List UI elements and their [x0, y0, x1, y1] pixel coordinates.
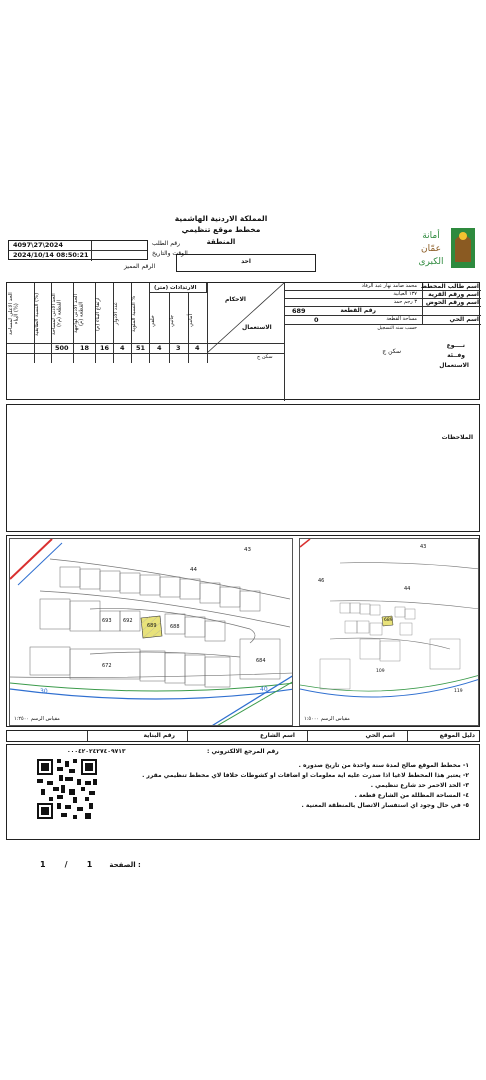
basin-label: اسم ورقم الحوض: [425, 298, 479, 306]
left-map-label-688: 688: [170, 624, 180, 630]
requester-value: محمد صامد نهار عبد الرفاد: [361, 282, 417, 289]
usage-type-label-3: الاستعمال: [439, 362, 469, 369]
village-label: اسم ورقم القرية: [428, 290, 479, 298]
provisions-label: الاحكام: [225, 296, 246, 303]
header-block: [6, 210, 480, 280]
left-map-label-692: 692: [123, 618, 133, 624]
right-map-label-689: 689: [384, 618, 393, 623]
right-map-label-46: 46: [318, 578, 325, 584]
footer-strip: [6, 730, 480, 742]
map-small-scale: [299, 538, 479, 726]
left-map-label-44: 44: [190, 567, 197, 573]
region-value-box: [176, 254, 316, 272]
right-map-scale: مقياس الرسم ١:٥٠٠٠: [304, 716, 350, 722]
area-note: حسب سند التسجيل: [377, 326, 417, 331]
regulations-grid: [7, 283, 284, 371]
map-large-scale-drawing: [10, 539, 293, 726]
value-front: 4: [195, 344, 200, 352]
page-label: الصفحة :: [109, 861, 141, 869]
request-no-value: 4097\27\2024: [13, 241, 63, 249]
map-large-scale: [9, 538, 293, 726]
district-label: اسم الحي: [449, 315, 479, 323]
notes-label: الملاحظات: [441, 434, 473, 441]
map-small-scale-drawing: [300, 539, 479, 726]
region-label: المنطقة: [206, 238, 236, 246]
parcel-value: 689: [292, 306, 306, 315]
right-map-label-43: 43: [420, 544, 427, 550]
value-height: 16: [100, 344, 110, 352]
front-label: أمامي: [188, 314, 194, 328]
back-label: خلفي: [150, 315, 156, 327]
height-label: ارتفاع البناء (م): [95, 297, 101, 331]
amman-logo: [411, 218, 477, 274]
footer-note-2: ٢- يعتبر هذا المخطط لاغيا اذا صدرت عليه اية معلومات او اضافات او كشوطات خلافا لاي مخطط تنظيمي مقرر .: [142, 772, 469, 779]
usage-type-label-2: وفــئة: [447, 352, 465, 359]
left-map-label-689: 689: [147, 623, 157, 629]
left-map-label-684: 684: [256, 658, 266, 664]
footer-note-3: ٣- الحد الاحمر حد شارع تنظيمي .: [370, 782, 469, 789]
value-back: 4: [157, 344, 162, 352]
right-map-label-109: 119: [454, 689, 463, 694]
page-indicator: [40, 852, 160, 869]
value-coverage: 51: [136, 344, 146, 352]
value-use: سكن ج: [257, 354, 273, 360]
min-area-label: الحد الادنى لمساحة القطعة (م٢): [51, 293, 63, 335]
left-map-label-43: 43: [244, 547, 251, 553]
owner-section: [284, 283, 481, 401]
svg-text:أمانة: أمانة: [422, 231, 440, 241]
page-total: 1: [40, 860, 46, 869]
right-map-label-917: 109: [376, 669, 385, 674]
request-info-box: [8, 240, 148, 260]
footer-note-1: ١- مخطط الموقع صالح لمدة سنة واحدة من تاريخ صدوره .: [298, 762, 469, 769]
qr-code[interactable]: [37, 759, 97, 819]
floor-ratio-label: النسبة الطابقية (%): [34, 292, 40, 336]
usage-type-value: سكن ج: [382, 348, 401, 355]
guide-label: دليل الموقع: [439, 731, 475, 739]
left-map-scale: مقياس الرسم ١:٢٥٠٠: [14, 716, 60, 722]
amman-logo-icon: [411, 218, 477, 274]
village-value: ١٣٧ العيانية: [393, 290, 417, 297]
qr-code-icon: [37, 759, 97, 819]
footer-note-5: ٥- في حال وجود اي استفسار الاتصال بالمنطقة المعنية .: [301, 802, 469, 809]
min-frontage-label: الحد الادنى لواجهة القطعة (م): [73, 294, 85, 334]
coverage-label: النسبة المئوية %: [131, 295, 137, 333]
maps-frame: [6, 535, 480, 727]
datetime-label: الوقت والتاريخ: [152, 250, 188, 257]
footer-building-label: رقم البناية: [143, 731, 175, 739]
value-min-area: 500: [55, 344, 69, 352]
page-separator: /: [64, 860, 68, 869]
value-side: 3: [176, 344, 181, 352]
setbacks-label: الارتدادات (متر): [154, 284, 197, 291]
serial-label: الرقم المميز: [124, 263, 156, 270]
left-map-label-40: 40: [260, 686, 268, 693]
value-floors: 4: [120, 344, 125, 352]
left-map-label-693: 693: [102, 618, 112, 624]
right-map-label-44: 44: [404, 586, 411, 592]
svg-text:الكبرى: الكبرى: [418, 257, 444, 267]
floors-label: عدد الادوار: [113, 302, 119, 326]
left-map-label-30: 30: [40, 688, 48, 695]
footer-district-label: اسم الحي: [365, 731, 395, 739]
left-map-label-673: 672: [102, 663, 112, 669]
notes-box: [6, 404, 480, 532]
usage-type-label-1: نــــوع: [446, 342, 465, 349]
area-label: مساحة القطعة: [386, 315, 417, 322]
use-label: الاستعمال: [242, 324, 272, 331]
ref-value: ٠٠٠٤٢٠٢٤٢٧٤٠٩٧١٣: [67, 748, 126, 755]
basin-value: ٣ رجم حمد: [393, 298, 417, 305]
svg-text:عمّان: عمّان: [421, 244, 441, 254]
region-value: احد: [241, 258, 251, 265]
value-min-frontage: 18: [80, 344, 90, 352]
max-built-label: الحد الاعلى لمساحة البناء (%): [8, 292, 20, 336]
side-label: جانبي: [169, 314, 175, 328]
request-no-label: رقم الطلب: [152, 240, 180, 247]
footer-street-label: اسم الشارع: [260, 731, 295, 739]
kingdom-title: المملكة الاردنية الهاشمية: [174, 214, 268, 223]
area-value: 0: [314, 315, 319, 324]
page-current: 1: [86, 860, 93, 869]
info-table: [6, 282, 480, 400]
parcel-label: رقم القطعة: [340, 306, 376, 314]
requester-label: اسم طالب المخطط: [420, 282, 479, 290]
footer-note-4: ٤- المساحة المظللة من الشارع قطعة .: [354, 792, 469, 799]
footer-notes-box: [6, 744, 480, 840]
ref-label: رقم المرجع الالكتروني :: [207, 748, 279, 755]
datetime-value: 2024/10/14 08:50:21: [13, 251, 89, 259]
plan-title: مخطط موقع تنظيمي: [181, 225, 261, 234]
